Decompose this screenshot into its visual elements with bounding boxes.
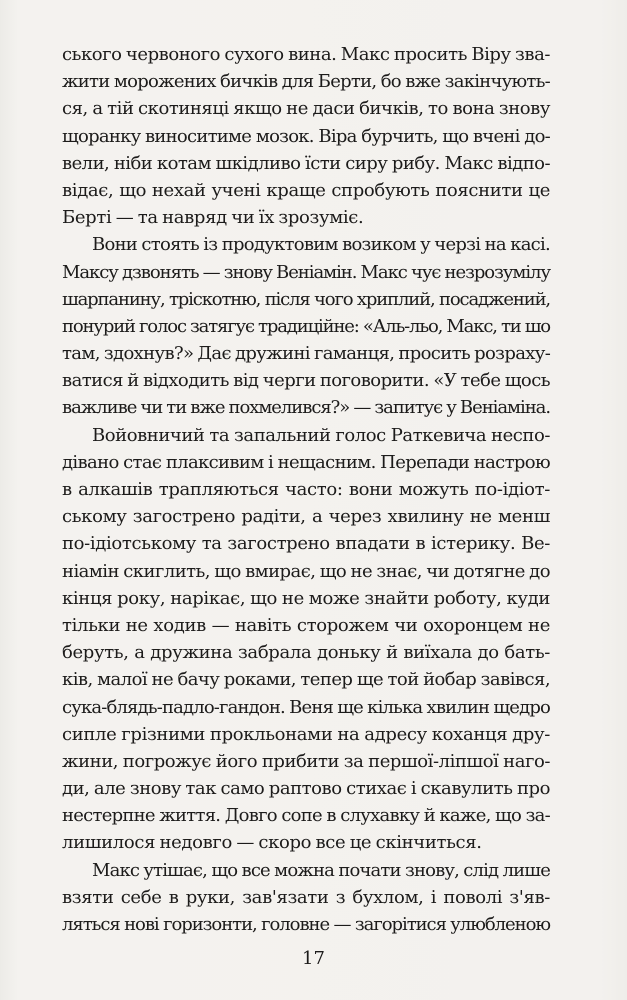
text-line: в алкашів трапляються часто: вони можуть по-ідіот- xyxy=(62,479,550,500)
text-line: тільки не ходив — навіть сторожем чи охоронцем не xyxy=(62,614,550,636)
text-line: ся, а тій скотиняці якщо не даси бичків, то вона знову xyxy=(62,98,550,120)
text-line: сука-блядь-падло-гандон. Веня ще кілька хвилин щедро xyxy=(62,696,550,718)
text-line: взяти себе в руки, зав'язати з бухлом, і поволі з'яв- xyxy=(62,886,550,908)
text-line: щоранку виноситиме мозок. Віра бурчить, що вчені до- xyxy=(62,125,550,147)
paragraph-start-line: Войовничий та запальний голос Раткевича неспо- xyxy=(92,424,550,446)
text-line: ляться нові горизонти, головне — загорітися улюбленою xyxy=(62,914,550,935)
text-line: вели, ніби котам шкідливо їсти сиру рибу. Макс відпо- xyxy=(62,152,550,174)
text-line: нестерпне життя. Довго сопе в слухавку й каже, що за- xyxy=(62,805,550,827)
text-line: відає, що нехай учені краще спробують пояснити це xyxy=(62,179,550,201)
text-line: ків, малої не бачу роками, тепер ще той йобар завівся, xyxy=(62,669,550,691)
text-line: дівано стає плаксивим і нещасним. Перепади настрою xyxy=(62,451,550,473)
text-line: ватися й відходить від черги поговорити. «У тебе щось xyxy=(62,370,550,392)
text-line: ди, але знову так само раптово стихає і скавулить про xyxy=(62,778,550,800)
page-number: 17 xyxy=(302,948,325,969)
paragraph-start-line: Вони стоять із продуктовим возиком у черзі на касі. xyxy=(92,234,550,256)
text-line: ніамін скиглить, що вмирає, що не знає, чи дотягне до xyxy=(62,560,550,582)
text-line: важливе чи ти вже похмелився?» — запитує у Веніаміна. xyxy=(62,397,550,419)
text-line: беруть, а дружина забрала доньку й виїхала до бать- xyxy=(62,642,550,664)
paragraph-start-line: Макс утішає, що все можна почати знову, слід лише xyxy=(92,859,550,881)
text-line: кінця року, нарікає, що не може знайти роботу, куди xyxy=(62,587,550,609)
text-line: сипле грізними прокльонами на адресу коханця дру- xyxy=(62,723,550,745)
text-line: Максу дзвонять — знову Веніамін. Макс чує незрозумілу xyxy=(62,261,550,283)
text-line: ському загострено радіти, а через хвилину не менш xyxy=(62,506,550,528)
text-line: лишилося недовго — скоро все це скінчиться. xyxy=(62,832,482,854)
text-line: ського червоного сухого вина. Макс просить Віру зва- xyxy=(62,44,550,65)
text-line: Берті — та навряд чи їх зрозуміє. xyxy=(62,207,364,229)
text-line: жити морожених бичків для Берти, бо вже закінчують- xyxy=(62,71,550,93)
text-line: понурий голос затягує традиційне: «Аль-льо, Макс, ти шо xyxy=(62,315,550,337)
text-line: по-ідіотському та загострено впадати в істерику. Ве- xyxy=(62,533,550,555)
body-text xyxy=(62,41,550,938)
text-line: там, здохнув?» Дає дружині гаманця, просить розраху- xyxy=(62,343,551,365)
text-line: жини, погрожує його прибити за першої-ліпшої наго- xyxy=(62,750,550,772)
text-line: шарпанину, тріскотню, після чого хриплий, посаджений, xyxy=(62,288,550,310)
